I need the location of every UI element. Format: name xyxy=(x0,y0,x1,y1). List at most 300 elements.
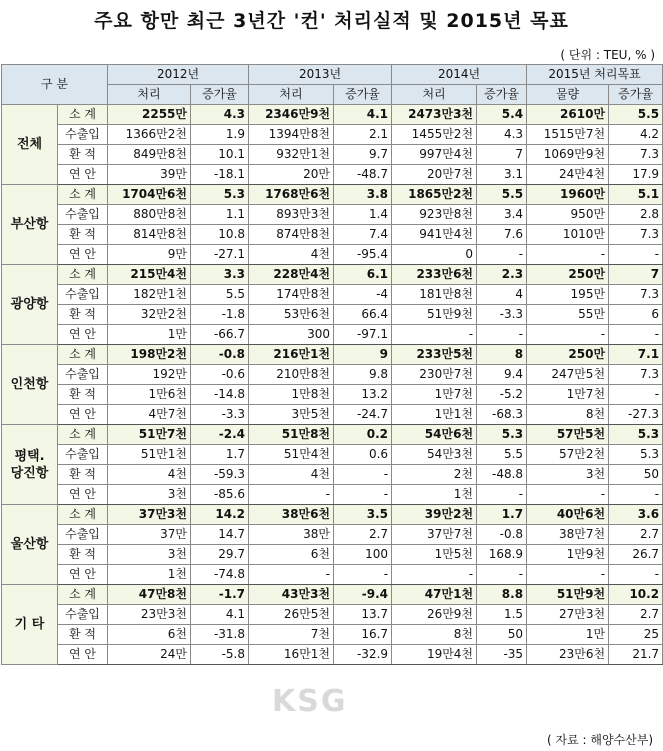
row-type: 연 안 xyxy=(58,165,108,185)
row-type: 소 계 xyxy=(58,505,108,525)
row-type: 연 안 xyxy=(58,405,108,425)
table-row xyxy=(2,185,663,205)
volume-cell: 1만 xyxy=(527,625,609,645)
growth-rate-cell: 7.6 xyxy=(477,225,527,245)
row-type: 연 안 xyxy=(58,325,108,345)
growth-rate-cell: 2.8 xyxy=(609,205,663,225)
volume-cell: 1천 xyxy=(392,485,477,505)
table-row xyxy=(2,325,663,345)
row-type: 연 안 xyxy=(58,645,108,665)
growth-rate-cell: 100 xyxy=(334,545,392,565)
volume-cell: 198만2천 xyxy=(108,345,191,365)
volume-cell: 216만1천 xyxy=(249,345,334,365)
growth-rate-cell: 50 xyxy=(609,465,663,485)
growth-rate-cell: 7.4 xyxy=(334,225,392,245)
row-type: 환 적 xyxy=(58,625,108,645)
growth-rate-cell: 7 xyxy=(609,265,663,285)
volume-cell: 2610만 xyxy=(527,105,609,125)
volume-cell: 51만4천 xyxy=(249,445,334,465)
growth-rate-cell: -3.3 xyxy=(191,405,249,425)
growth-rate-cell: 3.8 xyxy=(334,185,392,205)
volume-cell: 20만 xyxy=(249,165,334,185)
volume-cell: 250만 xyxy=(527,345,609,365)
growth-rate-cell: 5.3 xyxy=(609,425,663,445)
volume-cell: 4천 xyxy=(249,465,334,485)
volume-cell: 4천 xyxy=(108,465,191,485)
row-type: 환 적 xyxy=(58,545,108,565)
growth-rate-cell: -66.7 xyxy=(191,325,249,345)
row-type: 소 계 xyxy=(58,585,108,605)
sub-header: 증가율 xyxy=(609,85,663,105)
volume-cell: 37만3천 xyxy=(108,505,191,525)
region-name: 평택. 당진항 xyxy=(2,425,58,505)
volume-cell: 26만9천 xyxy=(392,605,477,625)
sub-header: 처리 xyxy=(108,85,191,105)
growth-rate-cell: -74.8 xyxy=(191,565,249,585)
volume-cell: 849만8천 xyxy=(108,145,191,165)
growth-rate-cell: 5.3 xyxy=(609,445,663,465)
volume-cell: 32만2천 xyxy=(108,305,191,325)
volume-cell: 47만1천 xyxy=(392,585,477,605)
table-row xyxy=(2,225,663,245)
growth-rate-cell: -0.8 xyxy=(191,345,249,365)
volume-cell: 2473만3천 xyxy=(392,105,477,125)
growth-rate-cell: 0.6 xyxy=(334,445,392,465)
growth-rate-cell: - xyxy=(609,565,663,585)
volume-cell: 247만5천 xyxy=(527,365,609,385)
volume-cell: 3천 xyxy=(108,545,191,565)
volume-cell: 1만 xyxy=(108,325,191,345)
volume-cell: 47만8천 xyxy=(108,585,191,605)
volume-cell: 941만4천 xyxy=(392,225,477,245)
growth-rate-cell: - xyxy=(334,565,392,585)
table-row xyxy=(2,365,663,385)
growth-rate-cell: 4.3 xyxy=(191,105,249,125)
growth-rate-cell: -35 xyxy=(477,645,527,665)
volume-cell: 1만5천 xyxy=(392,545,477,565)
volume-cell: 2천 xyxy=(392,465,477,485)
growth-rate-cell: 2.3 xyxy=(477,265,527,285)
volume-cell: 23만6천 xyxy=(527,645,609,665)
growth-rate-cell: 9.8 xyxy=(334,365,392,385)
growth-rate-cell: -5.2 xyxy=(477,385,527,405)
source-note: ( 자료 : 해양수산부) xyxy=(547,733,653,747)
volume-cell: 174만8천 xyxy=(249,285,334,305)
growth-rate-cell: 7 xyxy=(477,145,527,165)
growth-rate-cell: 3.4 xyxy=(477,205,527,225)
growth-rate-cell: 10.1 xyxy=(191,145,249,165)
volume-cell: 233만5천 xyxy=(392,345,477,365)
volume-cell: 38만 xyxy=(249,525,334,545)
volume-cell: 893만3천 xyxy=(249,205,334,225)
growth-rate-cell: 26.7 xyxy=(609,545,663,565)
table-row xyxy=(2,405,663,425)
volume-cell: - xyxy=(249,565,334,585)
row-type: 수출입 xyxy=(58,285,108,305)
growth-rate-cell: 25 xyxy=(609,625,663,645)
table-row xyxy=(2,305,663,325)
volume-cell: 181만8천 xyxy=(392,285,477,305)
table-row xyxy=(2,625,663,645)
growth-rate-cell: -1.7 xyxy=(191,585,249,605)
growth-rate-cell: -4 xyxy=(334,285,392,305)
volume-cell: 250만 xyxy=(527,265,609,285)
growth-rate-cell: 5.5 xyxy=(191,285,249,305)
volume-cell: 43만3천 xyxy=(249,585,334,605)
volume-cell: - xyxy=(392,325,477,345)
volume-cell: 1768만6천 xyxy=(249,185,334,205)
region-name: 전체 xyxy=(2,105,58,185)
growth-rate-cell: -2.4 xyxy=(191,425,249,445)
volume-cell: 1만7천 xyxy=(527,385,609,405)
growth-rate-cell: 14.7 xyxy=(191,525,249,545)
volume-cell: 2346만9천 xyxy=(249,105,334,125)
volume-cell: 874만8천 xyxy=(249,225,334,245)
volume-cell: 4만7천 xyxy=(108,405,191,425)
growth-rate-cell: 6.1 xyxy=(334,265,392,285)
table-row xyxy=(2,245,663,265)
growth-rate-cell: 4.3 xyxy=(477,125,527,145)
volume-cell: 51만1천 xyxy=(108,445,191,465)
growth-rate-cell: 168.9 xyxy=(477,545,527,565)
table-row xyxy=(2,105,663,125)
year-header-2014: 2014년 xyxy=(392,65,527,85)
volume-cell: 20만7천 xyxy=(392,165,477,185)
volume-cell: 2255만 xyxy=(108,105,191,125)
row-type: 연 안 xyxy=(58,485,108,505)
volume-cell: 923만8천 xyxy=(392,205,477,225)
volume-cell: 57만5천 xyxy=(527,425,609,445)
growth-rate-cell: 5.1 xyxy=(609,185,663,205)
growth-rate-cell: -32.9 xyxy=(334,645,392,665)
growth-rate-cell: 4.2 xyxy=(609,125,663,145)
growth-rate-cell: 4.1 xyxy=(191,605,249,625)
volume-cell: - xyxy=(527,245,609,265)
volume-cell: 23만3천 xyxy=(108,605,191,625)
growth-rate-cell: - xyxy=(609,485,663,505)
volume-cell: 19만4천 xyxy=(392,645,477,665)
row-type: 수출입 xyxy=(58,525,108,545)
row-type: 소 계 xyxy=(58,185,108,205)
growth-rate-cell: 9 xyxy=(334,345,392,365)
row-type: 수출입 xyxy=(58,445,108,465)
row-type: 수출입 xyxy=(58,605,108,625)
page-title: 주요 항만 최근 3년간 '컨' 처리실적 및 2015년 목표 xyxy=(94,10,569,32)
growth-rate-cell: -27.1 xyxy=(191,245,249,265)
growth-rate-cell: 5.5 xyxy=(477,445,527,465)
growth-rate-cell: 3.5 xyxy=(334,505,392,525)
volume-cell: 57만2천 xyxy=(527,445,609,465)
growth-rate-cell: 66.4 xyxy=(334,305,392,325)
growth-rate-cell: - xyxy=(334,465,392,485)
volume-cell: 1069만9천 xyxy=(527,145,609,165)
growth-rate-cell: -97.1 xyxy=(334,325,392,345)
volume-cell: 215만4천 xyxy=(108,265,191,285)
volume-cell: 195만 xyxy=(527,285,609,305)
growth-rate-cell: 14.2 xyxy=(191,505,249,525)
volume-cell: 932만1천 xyxy=(249,145,334,165)
volume-cell: - xyxy=(527,485,609,505)
growth-rate-cell: 3.1 xyxy=(477,165,527,185)
table-row xyxy=(2,145,663,165)
volume-cell: 1만8천 xyxy=(249,385,334,405)
table-row xyxy=(2,565,663,585)
volume-cell: 1394만8천 xyxy=(249,125,334,145)
growth-rate-cell: 7.3 xyxy=(609,145,663,165)
volume-cell: - xyxy=(249,485,334,505)
growth-rate-cell: 4.1 xyxy=(334,105,392,125)
row-type: 소 계 xyxy=(58,105,108,125)
table-row xyxy=(2,125,663,145)
volume-cell: 39만 xyxy=(108,165,191,185)
volume-cell: 4천 xyxy=(249,245,334,265)
volume-cell: 1515만7천 xyxy=(527,125,609,145)
growth-rate-cell: -48.7 xyxy=(334,165,392,185)
volume-cell: 1865만2천 xyxy=(392,185,477,205)
volume-cell: 1만9천 xyxy=(527,545,609,565)
volume-cell: 39만2천 xyxy=(392,505,477,525)
volume-cell: 51만9천 xyxy=(527,585,609,605)
volume-cell: 38만7천 xyxy=(527,525,609,545)
volume-cell: 3천 xyxy=(108,485,191,505)
volume-cell: 51만7천 xyxy=(108,425,191,445)
volume-cell: 51만8천 xyxy=(249,425,334,445)
table-row xyxy=(2,265,663,285)
row-type: 수출입 xyxy=(58,205,108,225)
growth-rate-cell: -0.6 xyxy=(191,365,249,385)
growth-rate-cell: - xyxy=(609,245,663,265)
growth-rate-cell: 8 xyxy=(477,345,527,365)
row-type: 연 안 xyxy=(58,565,108,585)
growth-rate-cell: -31.8 xyxy=(191,625,249,645)
table-row xyxy=(2,485,663,505)
growth-rate-cell: - xyxy=(477,325,527,345)
growth-rate-cell: -48.8 xyxy=(477,465,527,485)
growth-rate-cell: -5.8 xyxy=(191,645,249,665)
volume-cell: 51만9천 xyxy=(392,305,477,325)
volume-cell: 1만1천 xyxy=(392,405,477,425)
growth-rate-cell: -1.8 xyxy=(191,305,249,325)
growth-rate-cell: - xyxy=(477,245,527,265)
volume-cell: 53만6천 xyxy=(249,305,334,325)
row-type: 소 계 xyxy=(58,265,108,285)
growth-rate-cell: - xyxy=(334,485,392,505)
volume-cell: 37만7천 xyxy=(392,525,477,545)
table-row xyxy=(2,445,663,465)
growth-rate-cell: - xyxy=(609,385,663,405)
row-type: 소 계 xyxy=(58,425,108,445)
volume-cell: 997만4천 xyxy=(392,145,477,165)
table-row xyxy=(2,345,663,365)
growth-rate-cell: 1.5 xyxy=(477,605,527,625)
growth-rate-cell: -95.4 xyxy=(334,245,392,265)
volume-cell: 233만6천 xyxy=(392,265,477,285)
table-row xyxy=(2,505,663,525)
volume-cell: 37만 xyxy=(108,525,191,545)
row-type: 수출입 xyxy=(58,365,108,385)
growth-rate-cell: -24.7 xyxy=(334,405,392,425)
volume-cell: 54만6천 xyxy=(392,425,477,445)
row-type: 환 적 xyxy=(58,145,108,165)
growth-rate-cell: 5.4 xyxy=(477,105,527,125)
volume-cell: 24만4천 xyxy=(527,165,609,185)
table-row xyxy=(2,585,663,605)
port-container-table xyxy=(1,64,663,665)
table-row xyxy=(2,525,663,545)
table-row xyxy=(2,385,663,405)
growth-rate-cell: -18.1 xyxy=(191,165,249,185)
table-row xyxy=(2,285,663,305)
volume-cell: 1010만 xyxy=(527,225,609,245)
row-type: 환 적 xyxy=(58,305,108,325)
growth-rate-cell: - xyxy=(477,485,527,505)
row-type: 환 적 xyxy=(58,385,108,405)
volume-cell: 40만6천 xyxy=(527,505,609,525)
volume-cell: 27만3천 xyxy=(527,605,609,625)
growth-rate-cell: -59.3 xyxy=(191,465,249,485)
region-name: 울산항 xyxy=(2,505,58,585)
volume-cell: 16만1천 xyxy=(249,645,334,665)
growth-rate-cell: 10.8 xyxy=(191,225,249,245)
growth-rate-cell: 7.1 xyxy=(609,345,663,365)
volume-cell: - xyxy=(392,565,477,585)
volume-cell: 814만8천 xyxy=(108,225,191,245)
growth-rate-cell: -68.3 xyxy=(477,405,527,425)
table-row xyxy=(2,205,663,225)
volume-cell: 182만1천 xyxy=(108,285,191,305)
row-type: 수출입 xyxy=(58,125,108,145)
year-header-2012: 2012년 xyxy=(108,65,249,85)
volume-cell: 1만6천 xyxy=(108,385,191,405)
growth-rate-cell: 3.6 xyxy=(609,505,663,525)
growth-rate-cell: 2.1 xyxy=(334,125,392,145)
sub-header: 처리 xyxy=(249,85,334,105)
growth-rate-cell: 1.4 xyxy=(334,205,392,225)
growth-rate-cell: 50 xyxy=(477,625,527,645)
growth-rate-cell: -27.3 xyxy=(609,405,663,425)
growth-rate-cell: -85.6 xyxy=(191,485,249,505)
volume-cell: 228만4천 xyxy=(249,265,334,285)
growth-rate-cell: 9.4 xyxy=(477,365,527,385)
sub-header: 물량 xyxy=(527,85,609,105)
growth-rate-cell: 1.1 xyxy=(191,205,249,225)
row-type: 연 안 xyxy=(58,245,108,265)
volume-cell: 1455만2천 xyxy=(392,125,477,145)
volume-cell: 54만3천 xyxy=(392,445,477,465)
volume-cell: - xyxy=(527,565,609,585)
volume-cell: 9만 xyxy=(108,245,191,265)
table-row xyxy=(2,165,663,185)
region-name: 인천항 xyxy=(2,345,58,425)
volume-cell: 24만 xyxy=(108,645,191,665)
growth-rate-cell: 4 xyxy=(477,285,527,305)
growth-rate-cell: 7.3 xyxy=(609,225,663,245)
growth-rate-cell: 2.7 xyxy=(609,525,663,545)
table-row xyxy=(2,605,663,625)
volume-cell: 3천 xyxy=(527,465,609,485)
table-row xyxy=(2,545,663,565)
growth-rate-cell: 6 xyxy=(609,305,663,325)
table-row xyxy=(2,645,663,665)
growth-rate-cell: 7.3 xyxy=(609,285,663,305)
growth-rate-cell: 2.7 xyxy=(609,605,663,625)
volume-cell: 6천 xyxy=(108,625,191,645)
volume-cell: 26만5천 xyxy=(249,605,334,625)
volume-cell: 3만5천 xyxy=(249,405,334,425)
growth-rate-cell: 21.7 xyxy=(609,645,663,665)
region-name: 부산항 xyxy=(2,185,58,265)
growth-rate-cell: 2.7 xyxy=(334,525,392,545)
sub-header: 증가율 xyxy=(334,85,392,105)
volume-cell: 950만 xyxy=(527,205,609,225)
volume-cell: 55만 xyxy=(527,305,609,325)
row-type: 환 적 xyxy=(58,225,108,245)
growth-rate-cell: -14.8 xyxy=(191,385,249,405)
sub-header: 처리 xyxy=(392,85,477,105)
growth-rate-cell: 0.2 xyxy=(334,425,392,445)
growth-rate-cell: - xyxy=(477,565,527,585)
category-header: 구 분 xyxy=(2,65,108,105)
table-row xyxy=(2,425,663,445)
growth-rate-cell: - xyxy=(609,325,663,345)
row-type: 소 계 xyxy=(58,345,108,365)
region-name: 광양항 xyxy=(2,265,58,345)
year-header-2015-target: 2015년 처리목표 xyxy=(527,65,663,85)
growth-rate-cell: 5.5 xyxy=(609,105,663,125)
growth-rate-cell: -3.3 xyxy=(477,305,527,325)
growth-rate-cell: -9.4 xyxy=(334,585,392,605)
year-header-2013: 2013년 xyxy=(249,65,392,85)
volume-cell: 1366만2천 xyxy=(108,125,191,145)
sub-header: 증가율 xyxy=(191,85,249,105)
table-row xyxy=(2,465,663,485)
growth-rate-cell: 9.7 xyxy=(334,145,392,165)
volume-cell: 0 xyxy=(392,245,477,265)
growth-rate-cell: 7.3 xyxy=(609,365,663,385)
row-type: 환 적 xyxy=(58,465,108,485)
volume-cell: 1천 xyxy=(108,565,191,585)
volume-cell: 880만8천 xyxy=(108,205,191,225)
growth-rate-cell: 1.7 xyxy=(477,505,527,525)
growth-rate-cell: 13.7 xyxy=(334,605,392,625)
volume-cell: 300 xyxy=(249,325,334,345)
volume-cell: 8천 xyxy=(527,405,609,425)
volume-cell: 210만8천 xyxy=(249,365,334,385)
growth-rate-cell: 16.7 xyxy=(334,625,392,645)
growth-rate-cell: -0.8 xyxy=(477,525,527,545)
growth-rate-cell: 5.3 xyxy=(191,185,249,205)
sub-header: 증가율 xyxy=(477,85,527,105)
volume-cell: 1704만6천 xyxy=(108,185,191,205)
volume-cell: - xyxy=(527,325,609,345)
growth-rate-cell: 17.9 xyxy=(609,165,663,185)
unit-note: ( 단위 : TEU, % ) xyxy=(560,48,655,62)
growth-rate-cell: 5.5 xyxy=(477,185,527,205)
volume-cell: 7천 xyxy=(249,625,334,645)
watermark-logo: KSG xyxy=(272,684,348,719)
volume-cell: 6천 xyxy=(249,545,334,565)
volume-cell: 8천 xyxy=(392,625,477,645)
volume-cell: 38만6천 xyxy=(249,505,334,525)
growth-rate-cell: 13.2 xyxy=(334,385,392,405)
growth-rate-cell: 8.8 xyxy=(477,585,527,605)
growth-rate-cell: 3.3 xyxy=(191,265,249,285)
growth-rate-cell: 10.2 xyxy=(609,585,663,605)
growth-rate-cell: 1.7 xyxy=(191,445,249,465)
volume-cell: 1만7천 xyxy=(392,385,477,405)
volume-cell: 192만 xyxy=(108,365,191,385)
volume-cell: 230만7천 xyxy=(392,365,477,385)
